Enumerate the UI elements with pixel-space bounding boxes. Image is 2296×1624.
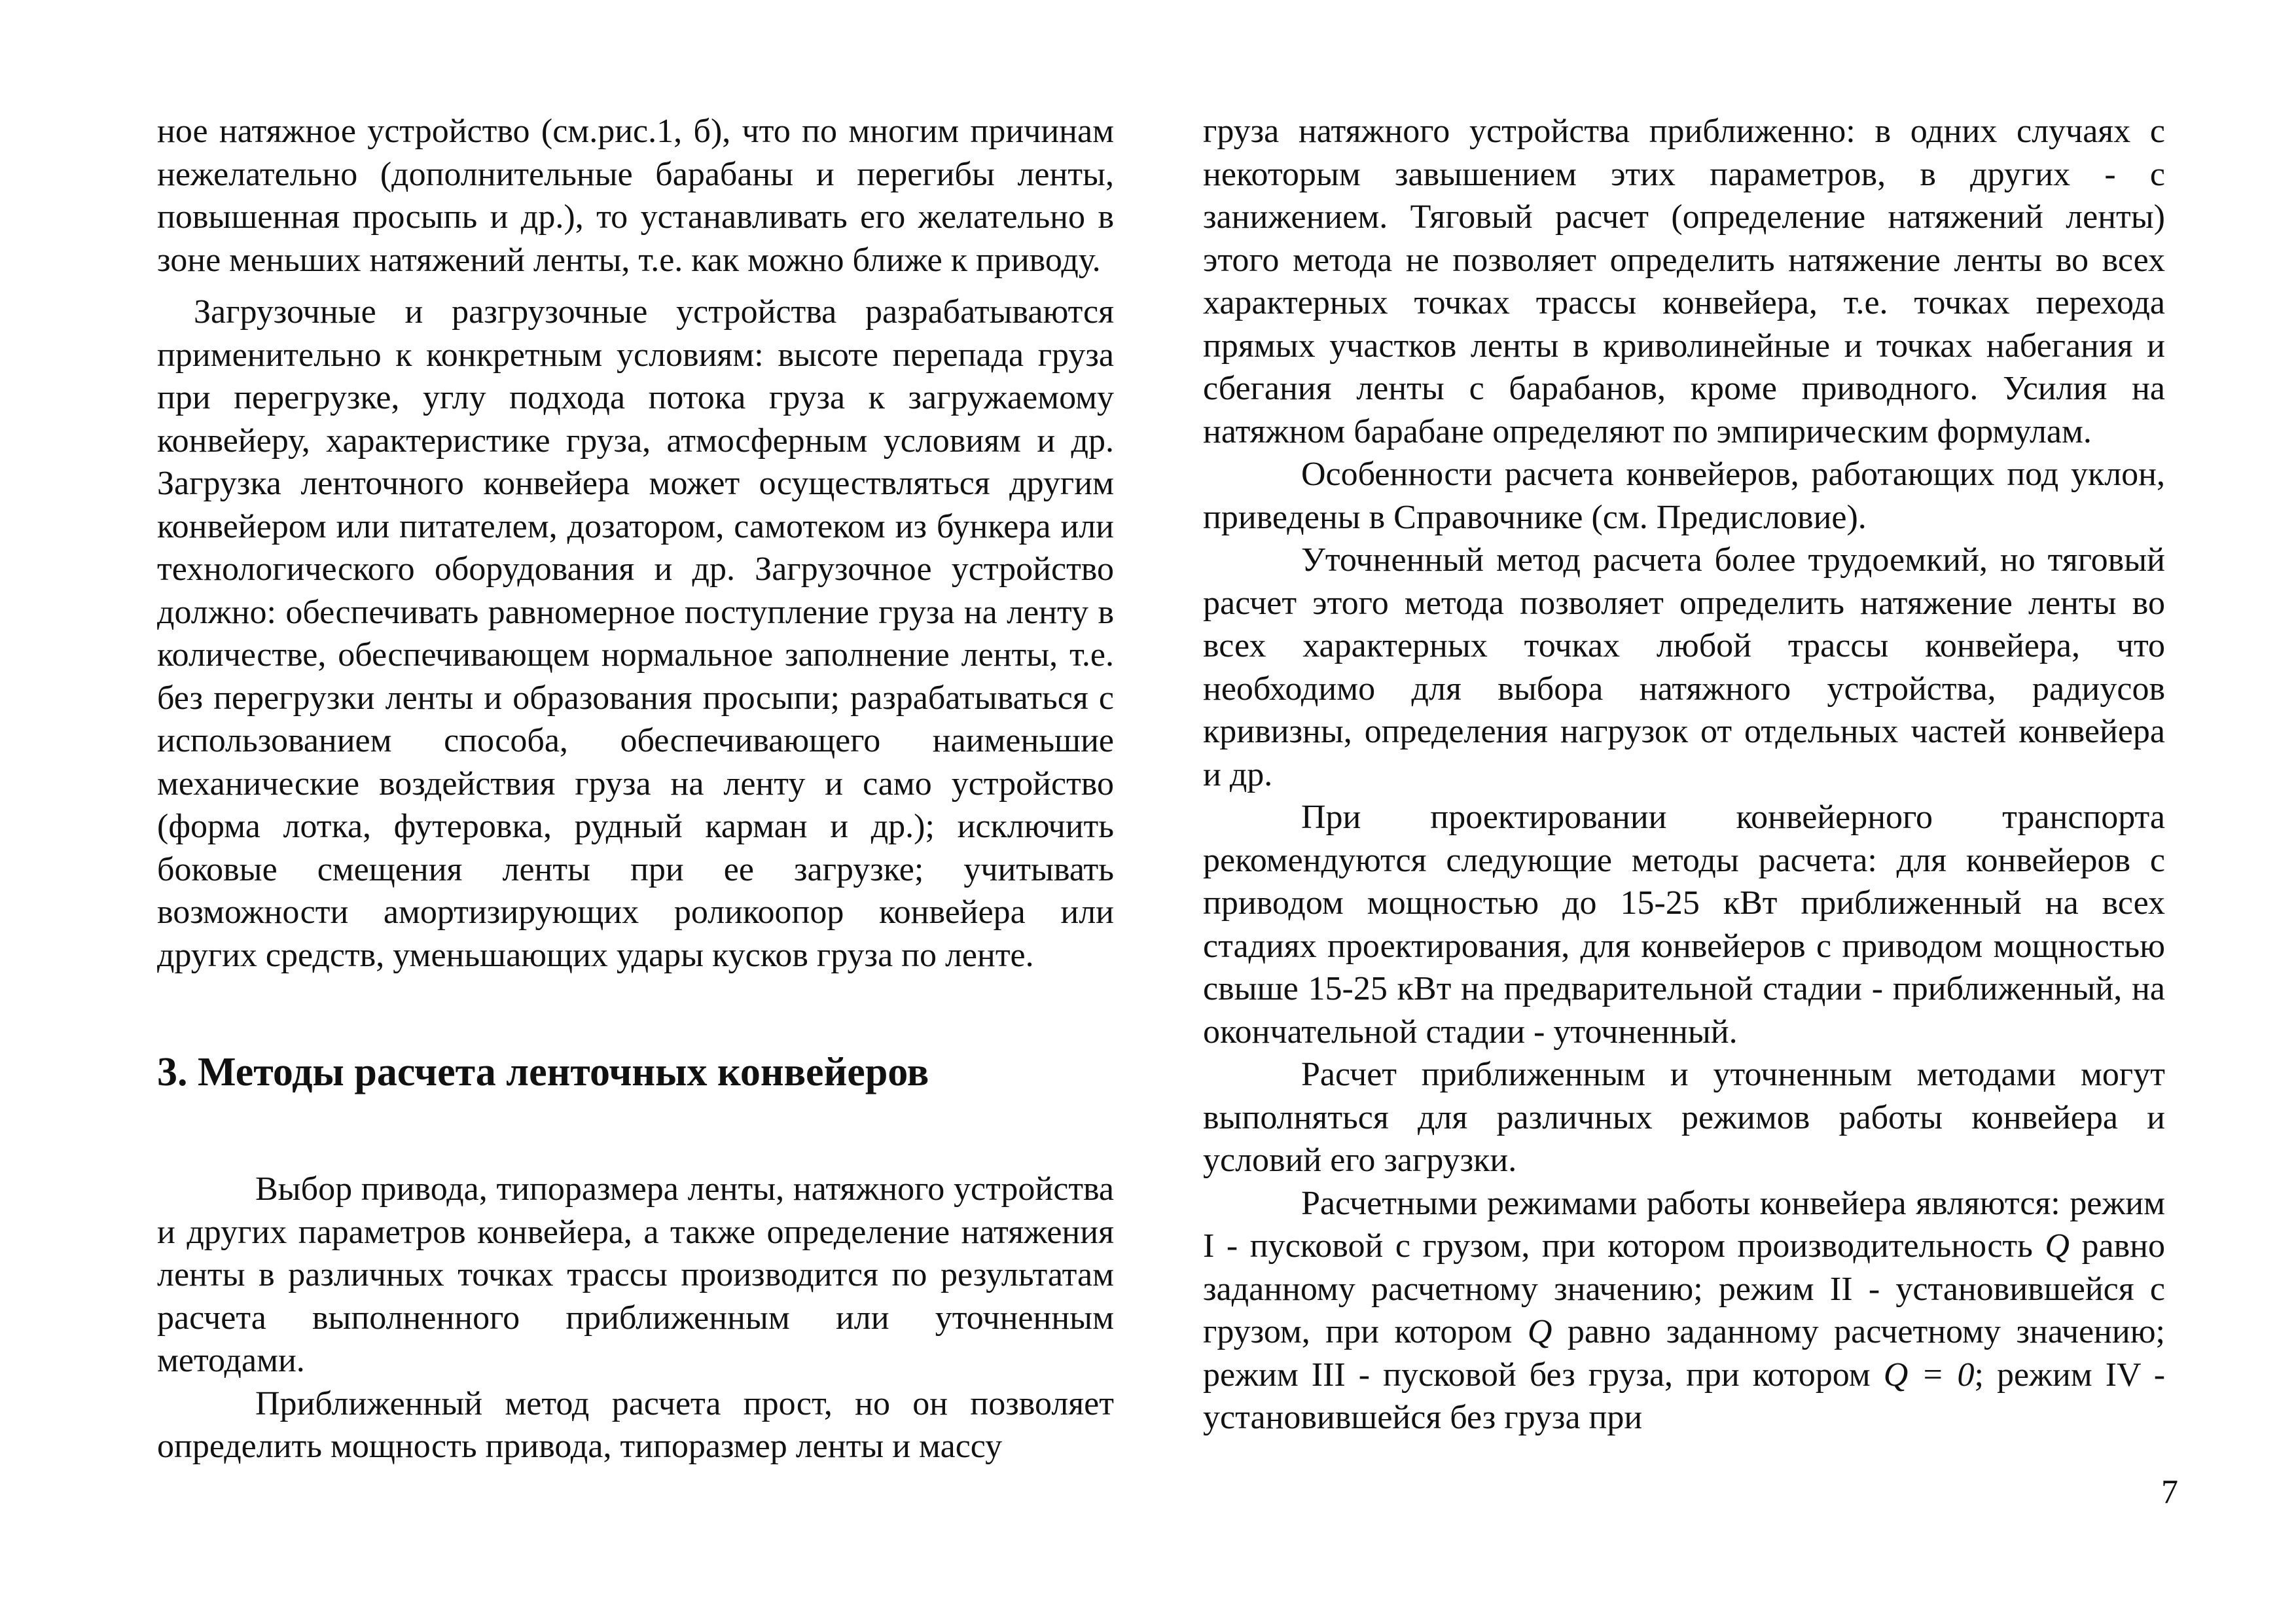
- formula-q: Q: [1527, 1313, 1552, 1350]
- formula-q-equals-zero: Q = 0: [1883, 1356, 1975, 1394]
- text-run: ; режим IV - установившейся без груза при: [1203, 1356, 2166, 1436]
- right-paragraph-6: [1203, 1182, 2165, 1439]
- left-paragraph-1: ное натяжное устройство (см.рис.1, б), что по многим причинам нежелательно (дополнительные барабаны и перегибы ленты, повышенная просыпь и др.), то устанавливать его желательно в зоне меньших натяжений ленты, т.е. как можно ближе к приводу.: [157, 113, 1114, 279]
- left-paragraph-2: Загрузочные и разгрузочные устройства разрабатываются применительно к конкретным условиям: высоте перепада груза при перегрузке, углу подхода потока груза к загружаемому конвейеру, характеристике груза, атмосферным условиям и др. Загрузка ленточного конвейера может осуществляться другим конвейером или питателем, дозатором, самотеком из бункера или технологического оборудования и др. Загрузочное устройство должно: обеспечивать равномерное поступление груза на ленту в количестве, обеспечивающем нормальное заполнение ленты, т.е. без перегрузки ленты и образования просыпи; разрабатываться с использованием способа, обеспечивающего наименьшие механические воздействия груза на ленту и само устройство (форма лотка, футеровка, рудный карман и др.); исключить боковые смещения ленты при ее загрузке; учитывать возможности амортизирующих роликоопор конвейера или других средств, уменьшающих удары кусков груза по ленте.: [157, 293, 1114, 974]
- left-page-column: [157, 110, 1114, 1468]
- left-paragraph-3: Выбор привода, типоразмера ленты, натяжного устройства и других параметров конвейера, а также определение натяжения ленты в различных точках трассы производится по результатам расчета выполненного приближенным или уточненным методами.: [157, 1170, 1114, 1379]
- formula-q: Q: [2045, 1227, 2070, 1265]
- right-paragraph-2: Особенности расчета конвейеров, работающих под уклон, приведены в Справочнике (см. Предисловие).: [1203, 456, 2165, 536]
- right-page-column: [1203, 110, 2165, 1439]
- text-run: Расчетными режимами работы конвейера являются: режим I - пусковой с грузом, при котором производительность: [1203, 1184, 2165, 1265]
- right-paragraph-5: Расчет приближенным и уточненным методами могут выполняться для различных режимов работы конвейера и условий его загрузки.: [1203, 1056, 2165, 1179]
- right-paragraph-1: груза натяжного устройства приближенно: в одних случаях с некоторым завышением этих параметров, в других - с занижением. Тяговый расчет (определение натяжений ленты) этого метода не позволяет определить натяжение ленты во всех характерных точках трассы конвейера, т.е. точках перехода прямых участков ленты в криволинейные и точках набегания и сбегания ленты с барабанов, кроме приводного. Усилия на натяжном барабане определяют по эмпирическим формулам.: [1203, 113, 2165, 450]
- right-paragraph-4: При проектировании конвейерного транспорта рекомендуются следующие методы расчета: для конвейеров с приводом мощностью до 15-25 кВт приближенный на всех стадиях проектирования, для конвейеров с приводом мощностью свыше 15-25 кВт на предварительной стадии - приближенный, на окончательной стадии - уточненный.: [1203, 799, 2165, 1051]
- text-run: равно заданному расчетному значению; режим II - установившейся с грузом, при котором: [1203, 1227, 2165, 1350]
- text-run: равно заданному расчетному значению; режим III - пусковой без груза, при котором: [1203, 1313, 2166, 1394]
- right-paragraph-3: Уточненный метод расчета более трудоемкий, но тяговый расчет этого метода позволяет определить натяжение ленты во всех характерных точках любой трассы конвейера, что необходимо для выбора натяжного устройства, радиусов кривизны, определения нагрузок от отдельных частей конвейера и др.: [1203, 541, 2165, 793]
- left-paragraph-4: Приближенный метод расчета прост, но он позволяет определить мощность привода, типоразмер ленты и массу: [157, 1384, 1114, 1465]
- section-heading: 3. Методы расчета ленточных конвейеров: [157, 1050, 929, 1094]
- page-number: 7: [2161, 1473, 2178, 1511]
